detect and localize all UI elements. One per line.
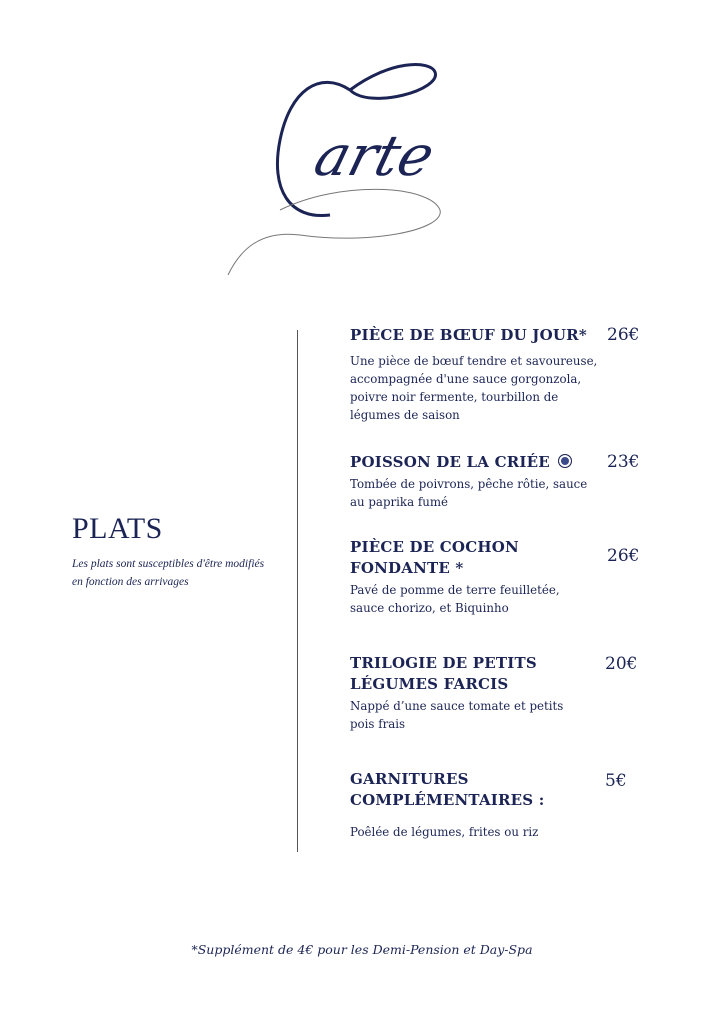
item-description: Poêlée de légumes, frites ou riz bbox=[350, 825, 539, 839]
item-price: 23€ bbox=[607, 452, 640, 472]
menu-item bbox=[350, 325, 600, 424]
section-note: Les plats sont susceptibles d'être modifiés en fonction des arrivages bbox=[72, 558, 265, 588]
item-description: Une pièce de bœuf tendre et savoureuse, accompagnée d'une sauce gorgonzola, poivre noir fermente, tourbillon de légumes de saison bbox=[350, 354, 598, 422]
section-title: PLATS bbox=[72, 512, 163, 545]
item-description: Pavé de pomme de terre feuilletée, sauce chorizo, et Biquinho bbox=[350, 583, 560, 615]
item-price: 5€ bbox=[605, 771, 627, 791]
item-title: PIÈCE DE COCHON FONDANTE * bbox=[350, 538, 519, 577]
footer-note: *Supplément de 4€ pour les Demi-Pension et Day-Spa bbox=[191, 942, 533, 957]
item-price: 26€ bbox=[607, 325, 640, 345]
menu-item bbox=[350, 769, 550, 841]
item-title: TRILOGIE DE PETITS LÉGUMES FARCIS bbox=[350, 654, 537, 693]
menu-item bbox=[350, 452, 600, 511]
menu-item bbox=[350, 653, 564, 733]
item-title: GARNITURES COMPLÉMENTAIRES : bbox=[350, 770, 545, 809]
item-price: 26€ bbox=[607, 546, 640, 566]
svg-text:arte: arte bbox=[307, 123, 441, 189]
item-price: 20€ bbox=[605, 654, 638, 674]
label-badge-icon bbox=[558, 454, 572, 468]
item-description: Tombée de poivrons, pêche rôtie, sauce au paprika fumé bbox=[350, 477, 588, 509]
menu-item bbox=[350, 537, 560, 617]
column-divider bbox=[297, 330, 298, 852]
item-title: PIÈCE DE BŒUF DU JOUR* bbox=[350, 326, 587, 344]
item-description: Nappé d’une sauce tomate et petits pois frais bbox=[350, 699, 564, 731]
item-title: POISSON DE LA CRIÉE bbox=[350, 453, 550, 471]
carte-logo bbox=[220, 50, 520, 280]
